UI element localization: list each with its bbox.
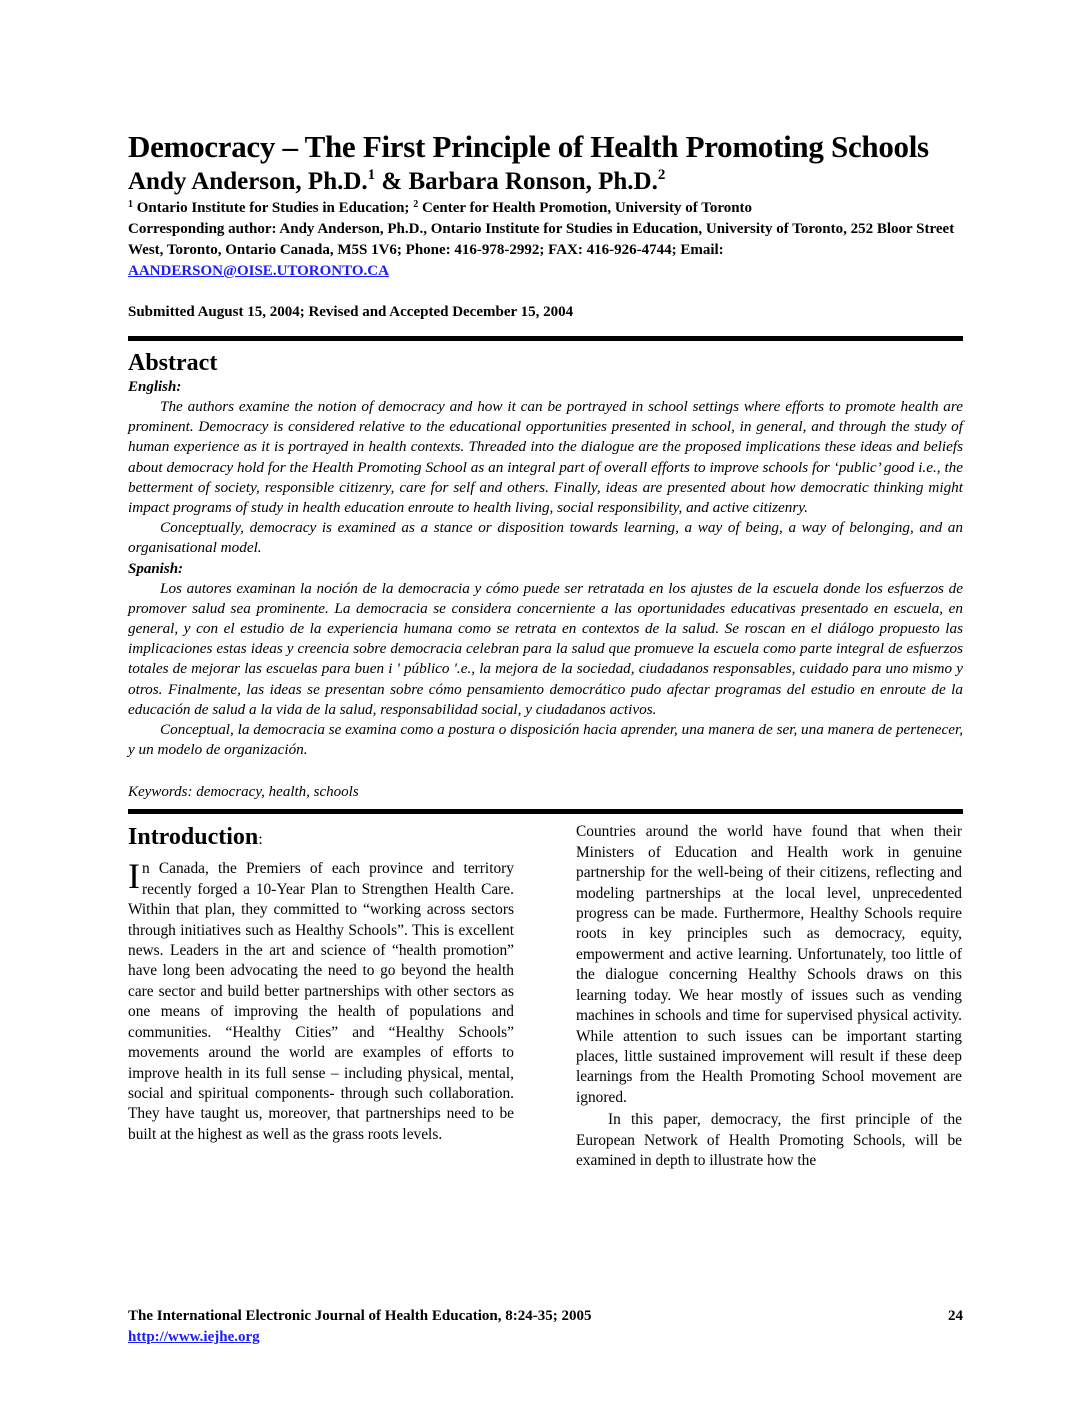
right-paragraph-1: Countries around the world have found that when their Ministers of Education and Health work in genuine partnership for the well-being of their citizens, reflecting and modeling partnerships at the local level, unprecedented progress can be made. Furthermore, Healthy Schools require roots in key principles such as democracy, equity, empowerment and active learning. Unfortunately, too little of the dialogue concerning Healthy Schools draws on this learning today. We hear mostly of issues such as vending machines in schools and time for supervised physical activity. While attention to such issues can be important starting places, little sustained improvement will result if these deep learnings from the Health Promoting School movement are ignored. <box>576 823 962 1106</box>
divider-rule <box>128 336 963 341</box>
journal-url-link[interactable]: http://www.iejhe.org <box>128 1329 260 1345</box>
introduction-colon: : <box>258 831 263 849</box>
author-joiner: & <box>375 168 409 195</box>
affiliation-1: Ontario Institute for Studies in Education; <box>133 200 414 216</box>
spanish-label: Spanish: <box>128 560 184 577</box>
abstract-english-p1: The authors examine the notion of democracy and how it can be portrayed in school settings where efforts to promote health are prominent. Democracy is considered relative to the educational opportunities presented in school, in general, and through the study of human experience as it is portrayed in health contexts. Threaded into the dialogue are the proposed implications these ideas and beliefs about democracy hold for the Health Promoting School as an integral part of overall efforts to improve schools for ‘public’ good i.e., the betterment of society, responsible citizenry, care for self and others. Finally, ideas are presented about how democratic thinking might impact programs of study in health education enroute to health living, social responsibility, and active citizenry. <box>128 398 963 517</box>
abstract-spanish-p1: Los autores examinan la noción de la democracia y cómo puede ser retratada en los ajustes de la escuela donde los esfuerzos de promover salud sea prominente. La democracia se considera concerniente a las oportunidades educativas presentado en escuela, en general, y con el estudio de la experiencia humana como se retrata en contextos de la salud. Se roscan en el diálogo propuesto las implicaciones estas ideas y creencia sobre democracia celebran para la salud que promueve la escuela como parte integral de esfuerzos totales de mejorar las escuelas para buen i ' público '.e., la mejora de la sociedad, ciudadanos responsables, cuidado para uno mismo y otros. Finalmente, las ideas se presentan sobre cómo pensamiento democrático pudo afectar programas del estudio en enroute de la educación de salud a la vida de la salud, responsabilidad social, y ciudadanos activos. <box>128 579 963 718</box>
keywords: Keywords: democracy, health, schools <box>128 784 359 801</box>
affiliations <box>128 198 963 282</box>
page-number: 24 <box>948 1308 963 1324</box>
left-column <box>128 822 514 1145</box>
submission-dates: Submitted August 15, 2004; Revised and Accepted December 15, 2004 <box>128 304 574 320</box>
body-columns <box>128 822 963 1204</box>
abstract-heading: Abstract <box>128 350 218 376</box>
affil-sup-2: 2 <box>413 199 419 210</box>
abstract-spanish-p2: Conceptual, la democracia se examina como a postura o disposición hacia aprender, una manera de ser, una manera de pertenecer, y un modelo de organización. <box>128 721 963 759</box>
affil-sup-1: 1 <box>128 199 133 210</box>
intro-text: n Canada, the Premiers of each province and territory recently forged a 10-Year Plan to Strengthen Health Care. Within that plan, they committed to “working across sectors through initiatives such as Healthy Schools”. This is excellent news. Leaders in the art and science of “health promotion” have long been advocating the need to go beyond the health care sector and build better partnerships with other sectors as one means of improving the health of populations and communities. “Healthy Cities” and “Healthy Schools” movements around the world are examples of efforts to improve health in its full sense – including physical, mental, social and spiritual components- through such collaboration. They have taught us, moreover, that partnerships need to be built at the highest as well as the grass roots levels. <box>128 860 514 1143</box>
abstract-english-p2: Conceptually, democracy is examined as a stance or disposition towards learning, a way of being, a way of belonging, and an organisational model. <box>128 519 963 557</box>
introduction-heading <box>128 822 514 855</box>
drop-cap: I <box>128 856 140 897</box>
divider-rule-2 <box>128 809 963 814</box>
right-column <box>576 822 962 1171</box>
paper-page <box>128 128 963 1204</box>
introduction-heading-text: Introduction <box>128 824 259 851</box>
journal-citation: The International Electronic Journal of Health Education, 8:24-35; 2005 <box>128 1308 592 1324</box>
author-2-sup: 2 <box>657 167 666 183</box>
paper-title: Democracy – The First Principle of Health Promoting Schools <box>128 129 929 164</box>
email-link[interactable]: AANDERSON@OISE.UTORONTO.CA <box>128 263 389 279</box>
corresponding-author: Corresponding author: Andy Anderson, Ph.D., Ontario Institute for Studies in Education, University of Toronto, 252 Bloor Street West, Toronto, Ontario Canada, M5S 1V6; Phone: 416-978-2992; FAX: 416-926-4744; Email: <box>128 221 955 258</box>
right-paragraph-2: In this paper, democracy, the first principle of the European Network of Health Promoting Schools, will be examined in depth to illustrate how the <box>576 1111 962 1169</box>
author-line <box>128 167 963 197</box>
affiliation-2: Center for Health Promotion, University of Toronto <box>418 200 753 216</box>
author-1: Andy Anderson, Ph.D. <box>128 168 368 195</box>
intro-paragraph <box>128 856 514 1145</box>
page-footer <box>128 1306 963 1348</box>
english-label: English: <box>128 379 182 395</box>
author-1-sup: 1 <box>367 167 376 183</box>
author-2: Barbara Ronson, Ph.D. <box>408 168 658 195</box>
